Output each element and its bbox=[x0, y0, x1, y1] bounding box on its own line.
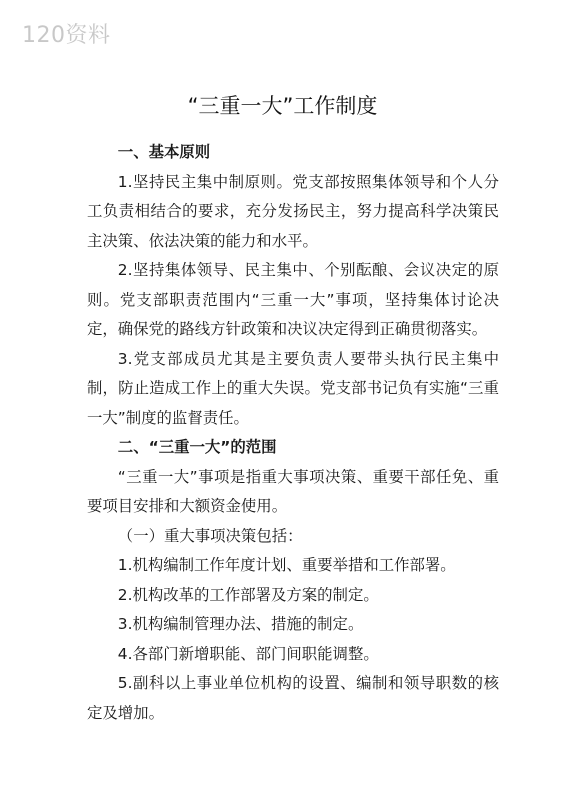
section-heading-principles: 一、基本原则 bbox=[117, 143, 211, 161]
paragraph: 2.坚持集体领导、民主集中、个别酝酿、会议决定的原则。党支部职责范围内“三重一大”事项，坚持集体讨论决定，确保党的路线方针政策和决议决定得到正确贯彻落实。 bbox=[87, 261, 499, 338]
list-item: 3.机构编制管理办法、措施的制定。 bbox=[117, 615, 364, 633]
list-item: 1.机构编制工作年度计划、重要举措和工作部署。 bbox=[117, 556, 456, 574]
document-title: “三重一大”工作制度 bbox=[187, 94, 378, 118]
sub-heading: （一）重大事项决策包括： bbox=[117, 526, 303, 545]
document-body bbox=[87, 138, 499, 728]
section-heading-scope: 二、“三重一大”的范围 bbox=[117, 438, 277, 456]
paragraph: “三重一大”事项是指重大事项决策、重要干部任免、重要项目安排和大额资金使用。 bbox=[87, 467, 499, 515]
paragraph: 3.党支部成员尤其是主要负责人要带头执行民主集中制，防止造成工作上的重大失误。党支部书记负有实施“三重一大”制度的监督责任。 bbox=[87, 349, 499, 427]
watermark: 120资料 bbox=[22, 23, 111, 48]
list-item: 5.副科以上事业单位机构的设置、编制和领导职数的核定及增加。 bbox=[87, 674, 499, 722]
paragraph: 1.坚持民主集中制原则。党支部按照集体领导和个人分工负责相结合的要求，充分发扬民主，努力提高科学决策民主决策、依法决策的能力和水平。 bbox=[87, 172, 499, 250]
list-item: 2.机构改革的工作部署及方案的制定。 bbox=[117, 585, 379, 604]
list-item: 4.各部门新增职能、部门间职能调整。 bbox=[117, 644, 379, 663]
